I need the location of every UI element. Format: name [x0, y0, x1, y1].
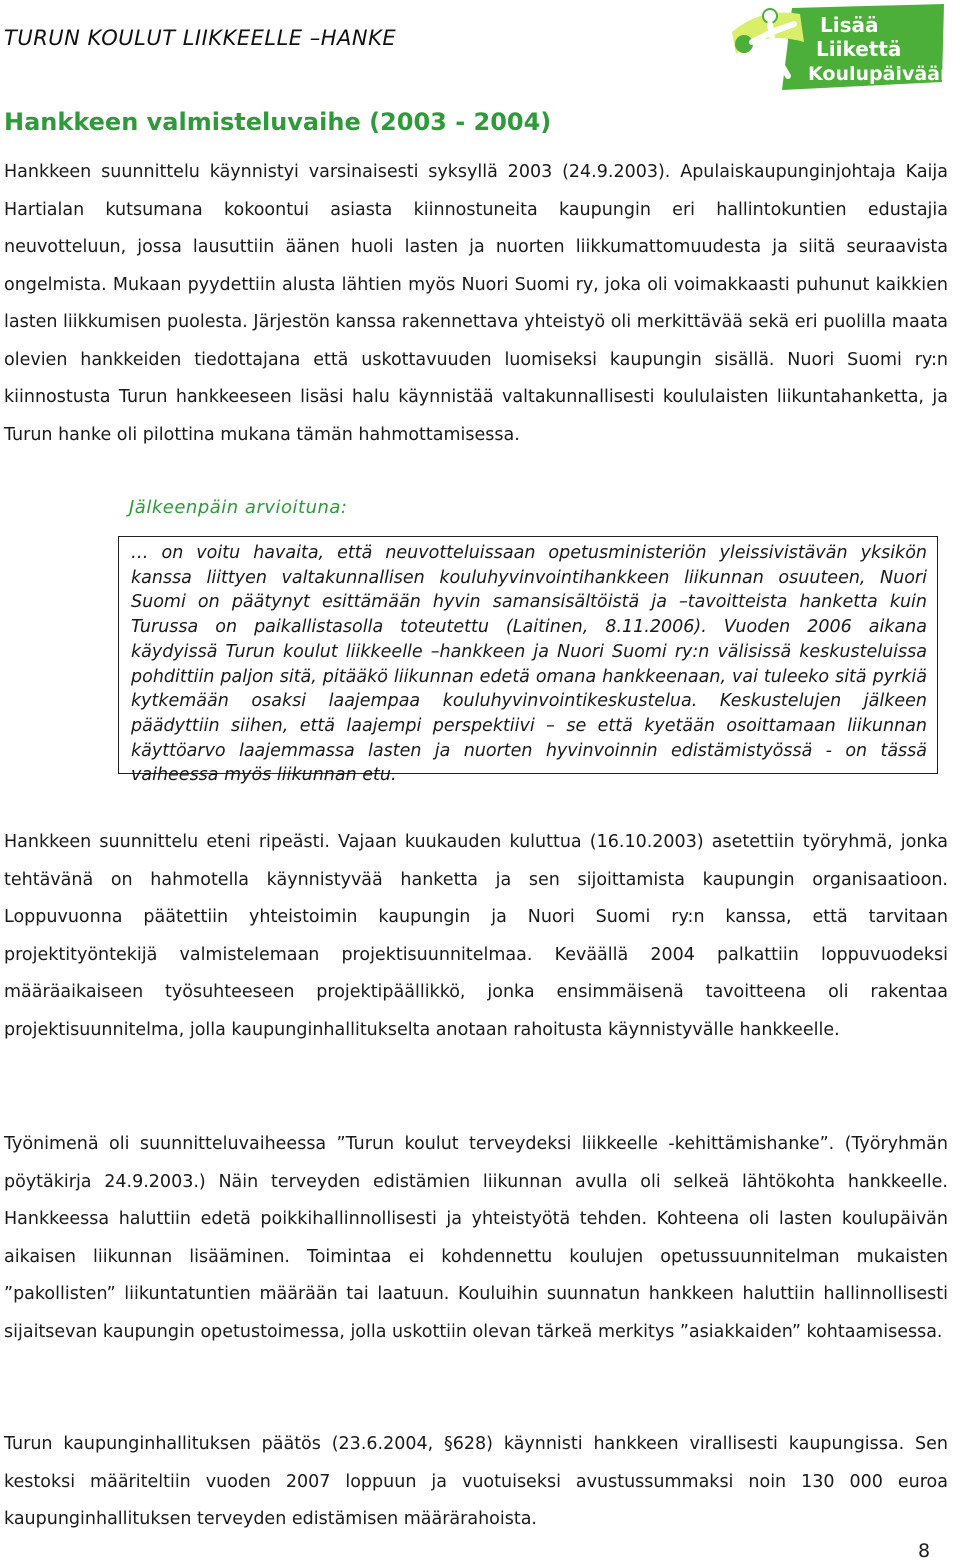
paragraph-decision: Turun kaupunginhallituksen päätös (23.6.2004, §628) käynnisti hankkeen virallisesti kaupungissa. Sen kestoksi määriteltiin vuoden 2007 loppuun ja vuotuiseksi avustussummaksi noin 130 000 euroa kaupunginhallituksen terveyden edistämisen määrärahoista. — [4, 1434, 948, 1529]
section-heading: Hankkeen valmisteluvaihe (2003 - 2004) — [4, 108, 552, 136]
logo-text-line3: Koulupäivään — [808, 63, 948, 85]
evaluation-subheading: Jälkeenpäin arvioituna: — [129, 497, 348, 518]
evaluation-quote-text: … on voitu havaita, että neuvotteluissaan opetusministeriön yleissivistävän yksikön kanssa liittyen valtakunnallisen kouluhyvinvointihankkeen liikunnan osuuteen, Nuori Suomi on päätynyt esittämään hyvin samansisältöistä ja –tavoitteista hanketta kuin Turussa on paikallistasolla toteutettu (Laitinen, 8.11.2006). Vuoden 2006 aikana käydyissä Turun koulut liikkeelle –hankkeen ja Nuori Suomi ry:n välisissä keskusteluissa pohdittiin paljon sitä, pitääkö liikunnan edetä omana hankkeenaan, vai tuleeko sitä pyrkiä kytkemään osaksi laajempaa kouluhyvinvointikeskustelua. Keskustelujen jälkeen päädyttiin siihen, että laajempi perspektiivi – se että kyetään osoittamaan liikunnan käyttöarvo laajemmassa lasten ja nuorten hyvinvoinnin edistämistyössä - on tässä vaiheessa myös liikunnan etu. — [131, 543, 927, 786]
logo-figure-head — [763, 9, 777, 23]
paragraph-working-name: Työnimenä oli suunnitteluvaiheessa ”Turun koulut terveydeksi liikkeelle -kehittämishanke”. (Työryhmän pöytäkirja 24.9.2003.) Näin terveyden edistämien liikunnan avulla oli selkeä lähtökohta hankkeelle. Hankkeessa haluttiin edetä poikkihallinnollisesti ja yhteistyötä tehden. Kohteena oli lasten koulupäivän aikaisen liikunnan lisääminen. Toimintaa ei kohdennettu koulujen opetussuunnitelman mukaisten ”pakollisten” liikuntatuntien määrään tai laatuun. Kouluihin suunnatun hankkeen haluttiin hallinnollisesti sijaitsevan kaupungin opetustoimessa, jolla uskottiin olevan tärkeä merkitys ”asiakkaiden” kohtaamisessa. — [4, 1134, 948, 1342]
document-header-title: TURUN KOULUT LIIKKEELLE –HANKE — [4, 26, 397, 50]
logo-text-line1: Lisää — [820, 13, 879, 37]
page-number: 8 — [918, 1540, 931, 1562]
logo-text-line2: Liikettä — [816, 37, 902, 61]
paragraph-planning: Hankkeen suunnittelu eteni ripeästi. Vajaan kuukauden kuluttua (16.10.2003) asetettiin työryhmä, jonka tehtävänä on hahmotella käynnistyvää hanketta ja sen sijoittamista kaupungin organisaatioon. Loppuvuonna päätettiin yhteistoimin kaupungin ja Nuori Suomi ry:n kanssa, että tarvitaan projektityöntekijä valmistelemaan projektisuunnitelmaa. Keväällä 2004 palkattiin loppuvuodeksi määräaikaiseen työsuhteeseen projektipäällikkö, jonka ensimmäisenä tavoitteena oli rakentaa projektisuunnitelma, jolla kaupunginhallitukselta anotaan rahoitusta käynnistyvälle hankkeelle. — [4, 832, 948, 1040]
project-logo — [722, 2, 948, 94]
evaluation-quote-box — [118, 536, 938, 786]
paragraph-intro: Hankkeen suunnittelu käynnistyi varsinaisesti syksyllä 2003 (24.9.2003). Apulaiskaupunginjohtaja Kaija Hartialan kutsumana kokoontui asiasta kiinnostuneita kaupungin eri hallintokuntien edustajia neuvotteluun, jossa lausuttiin äänen huoli lasten ja nuorten liikkumattomuudesta ja siitä seuraavista ongelmista. Mukaan pyydettiin alusta lähtien myös Nuori Suomi ry, joka oli voimakkaasti puhunut kaikkien lasten liikkumisen puolesta. Järjestön kanssa rakennettava yhteistyö oli merkittävää sekä eri puolilla maata olevien hankkeiden tiedottajana että uskottavuuden luomiseksi kaupungin sisällä. Nuori Suomi ry:n kiinnostusta Turun hankkeeseen lisäsi halu käynnistää valtakunnallisesti koululaisten liikuntahanketta, ja Turun hanke oli pilottina mukana tämän hahmottamisessa. — [4, 162, 948, 445]
logo-graphic — [722, 2, 948, 94]
